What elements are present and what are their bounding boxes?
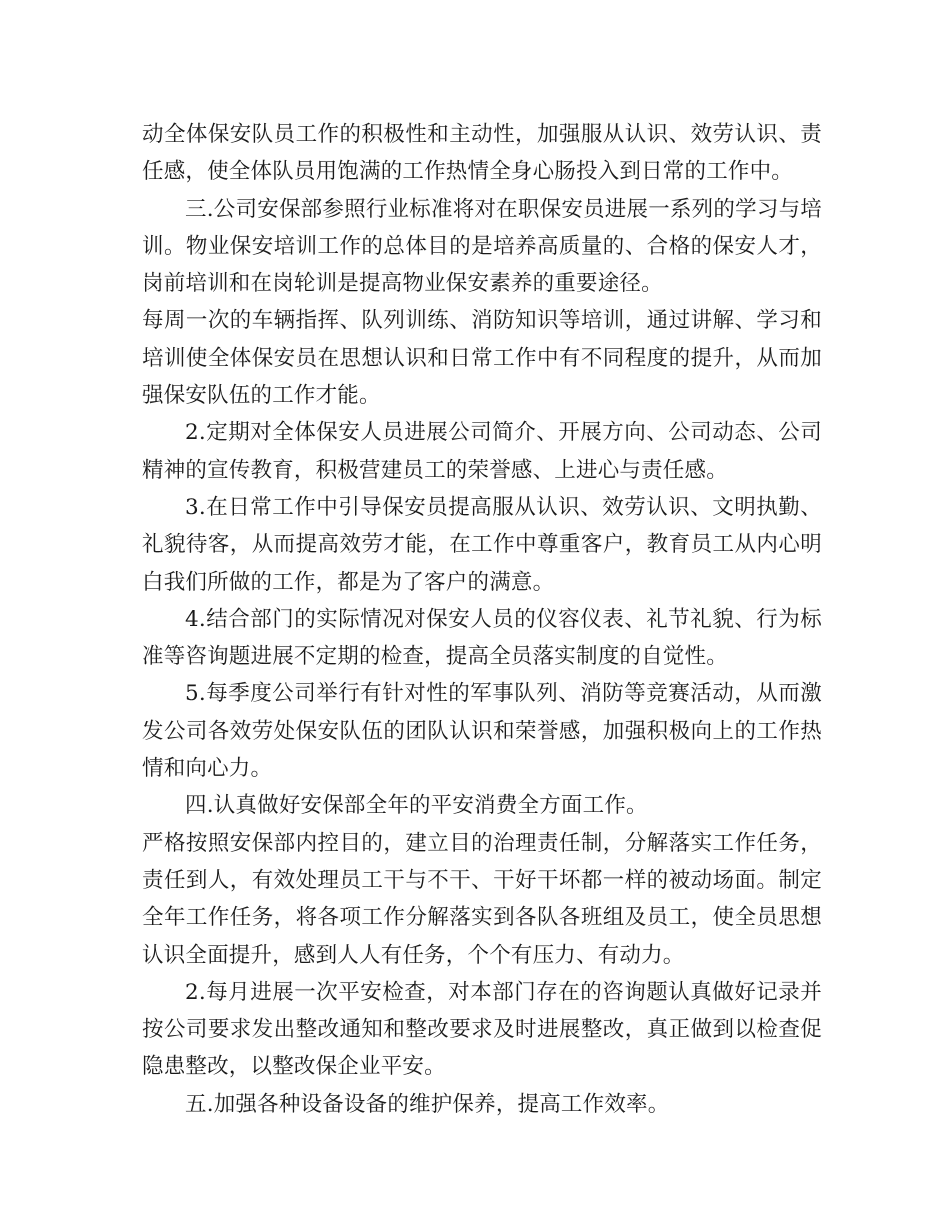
document-body xyxy=(142,116,822,1123)
paragraph-3: 每周一次的车辆指挥、队列训练、消防知识等培训，通过讲解、学习和培训使全体保安员在思想认识和日常工作中有不同程度的提升，从而加强保安队伍的工作才能。 xyxy=(142,308,822,409)
paragraph-11: 五.加强各种设备设备的维护保养，提高工作效率。 xyxy=(185,1091,670,1117)
paragraph-5: 3.在日常工作中引导保安员提高服从认识、效劳认识、文明执勤、礼貌待客，从而提高效劳才能，在工作中尊重客户，教育员工从内心明白我们所做的工作，都是为了客户的满意。 xyxy=(142,494,822,595)
paragraph-9: 严格按照安保部内控目的，建立目的治理责任制，分解落实工作任务，责任到人，有效处理员工干与不干、干好干坏都一样的被动场面。制定全年工作任务，将各项工作分解落实到各队各班组及员工，使全员思想认识全面提升，感到人人有任务，个个有压力、有动力。 xyxy=(142,830,822,968)
paragraph-8: 四.认真做好安保部全年的平安消费全方面工作。 xyxy=(185,793,648,819)
paragraph-10: 2.每月进展一次平安检查，对本部门存在的咨询题认真做好记录并按公司要求发出整改通知和整改要求及时进展整改，真正做到以检查促隐患整改，以整改保企业平安。 xyxy=(142,979,822,1080)
paragraph-2: 三.公司安保部参照行业标准将对在职保安员进展一系列的学习与培训。物业保安培训工作的总体目的是培养高质量的、合格的保安人才，岗前培训和在岗轮训是提高物业保安素养的重要途径。 xyxy=(142,196,822,297)
paragraph-6: 4.结合部门的实际情况对保安人员的仪容仪表、礼节礼貌、行为标准等咨询题进展不定期的检查，提高全员落实制度的自觉性。 xyxy=(142,606,822,670)
paragraph-7: 5.每季度公司举行有针对性的军事队列、消防等竞赛活动，从而激发公司各效劳处保安队伍的团队认识和荣誉感，加强积极向上的工作热情和向心力。 xyxy=(142,681,822,782)
paragraph-1: 动全体保安队员工作的积极性和主动性，加强服从认识、效劳认识、责任感，使全体队员用饱满的工作热情全身心肠投入到日常的工作中。 xyxy=(142,122,822,185)
paragraph-4: 2.定期对全体保安人员进展公司简介、开展方向、公司动态、公司精神的宣传教育，积极营建员工的荣誉感、上进心与责任感。 xyxy=(142,420,822,483)
